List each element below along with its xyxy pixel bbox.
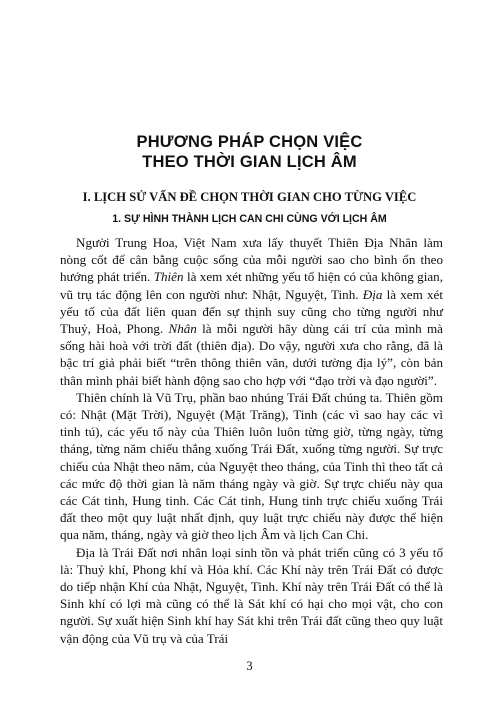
paragraph-1-text-c: là xem xét yếu tố của đất liên quan đến sự thịnh suy cũng cho từng người như Thuỷ, Hoả, Phong.	[60, 286, 443, 337]
paragraph-2: Thiên chính là Vũ Trụ, phần bao nhúng Trái Đất chúng ta. Thiên gồm có: Nhật (Mặt Trời), Nguyệt (Mặt Trăng), Tinh (các vì sao hay các vì tinh tú), các yếu tố này của Thiên luôn luôn từng giờ, từng ngày, từng tháng, từng năm chiếu thẳng xuống Trái Đất, xuống từng người. Sự trực chiếu của Nhật theo năm, của Nguyệt theo tháng, của Tinh thì theo tất cả các mức độ thời gian là năm tháng ngày và giờ. Sự trực chiếu này qua các Cát tinh, Hung tinh. Các Cát tinh, Hung tinh trực chiếu xuống Trái đất theo một quy luật nhất định, quy luật trực chiếu này được thể hiện qua năm, tháng, ngày và giờ theo lịch Âm và lịch Can Chi.	[60, 389, 443, 543]
term-thien: Thiên	[153, 269, 184, 285]
chapter-title-line-1: PHƯƠNG PHÁP CHỌN VIỆC	[136, 133, 363, 151]
body-text	[60, 234, 443, 647]
sub-heading: 1. SỰ HÌNH THÀNH LỊCH CAN CHI CÙNG VỚI LỊCH ÂM	[112, 213, 387, 225]
paragraph-1-text-b: là xem xét những yếu tố hiện có của không gian, vũ trụ tác động lên con người như: Nhật, Nguyệt, Tinh.	[60, 269, 443, 302]
paragraph-1-text-a: Người Trung Hoa, Việt Nam xưa lấy thuyết Thiên Địa Nhân làm nòng cốt để cân bằng cuộc sống của mỗi người sao cho bình ổn theo hướng phát triển.	[60, 235, 443, 285]
section-heading: I. LỊCH SỬ VẤN ĐỀ CHỌN THỜI GIAN CHO TỪNG VIỆC	[82, 190, 417, 204]
term-dia: Địa	[362, 286, 383, 302]
term-nhan: Nhân	[168, 321, 197, 337]
page-number: 3	[246, 659, 253, 673]
chapter-title-line-2: THEO THỜI GIAN LỊCH ÂM	[142, 153, 357, 171]
paragraph-3: Địa là Trái Đất nơi nhân loại sinh tồn và phát triển cũng có 3 yếu tố là: Thuỷ khí, Phong khí và Hỏa khí. Các Khí này trên Trái Đất có được do tiếp nhận Khí của Nhật, Nguyệt, Tinh. Khí này trên Trái Đất có thể là Sinh khí có lợi mà cũng có thể là Sát khí có hại cho mọi vật, cho con người. Sự xuất hiện Sinh khí hay Sát khi trên Trái đất cũng theo quy luật vận động của Vũ trụ và của Trái	[60, 544, 443, 646]
paragraph-1-text-d: là mỗi người hãy dùng cái trí của mình mà sống hài hoà với trời đất (thiên địa). Do vậy, người xưa cho rằng, đã là bậc trí giả phải biết “trên thông thiên văn, dưới tường địa lý”, còn bản thân mình phải biết hành động sao cho hợp với “đạo trời và đạo người”.	[60, 321, 443, 388]
paragraph-1	[60, 234, 443, 389]
